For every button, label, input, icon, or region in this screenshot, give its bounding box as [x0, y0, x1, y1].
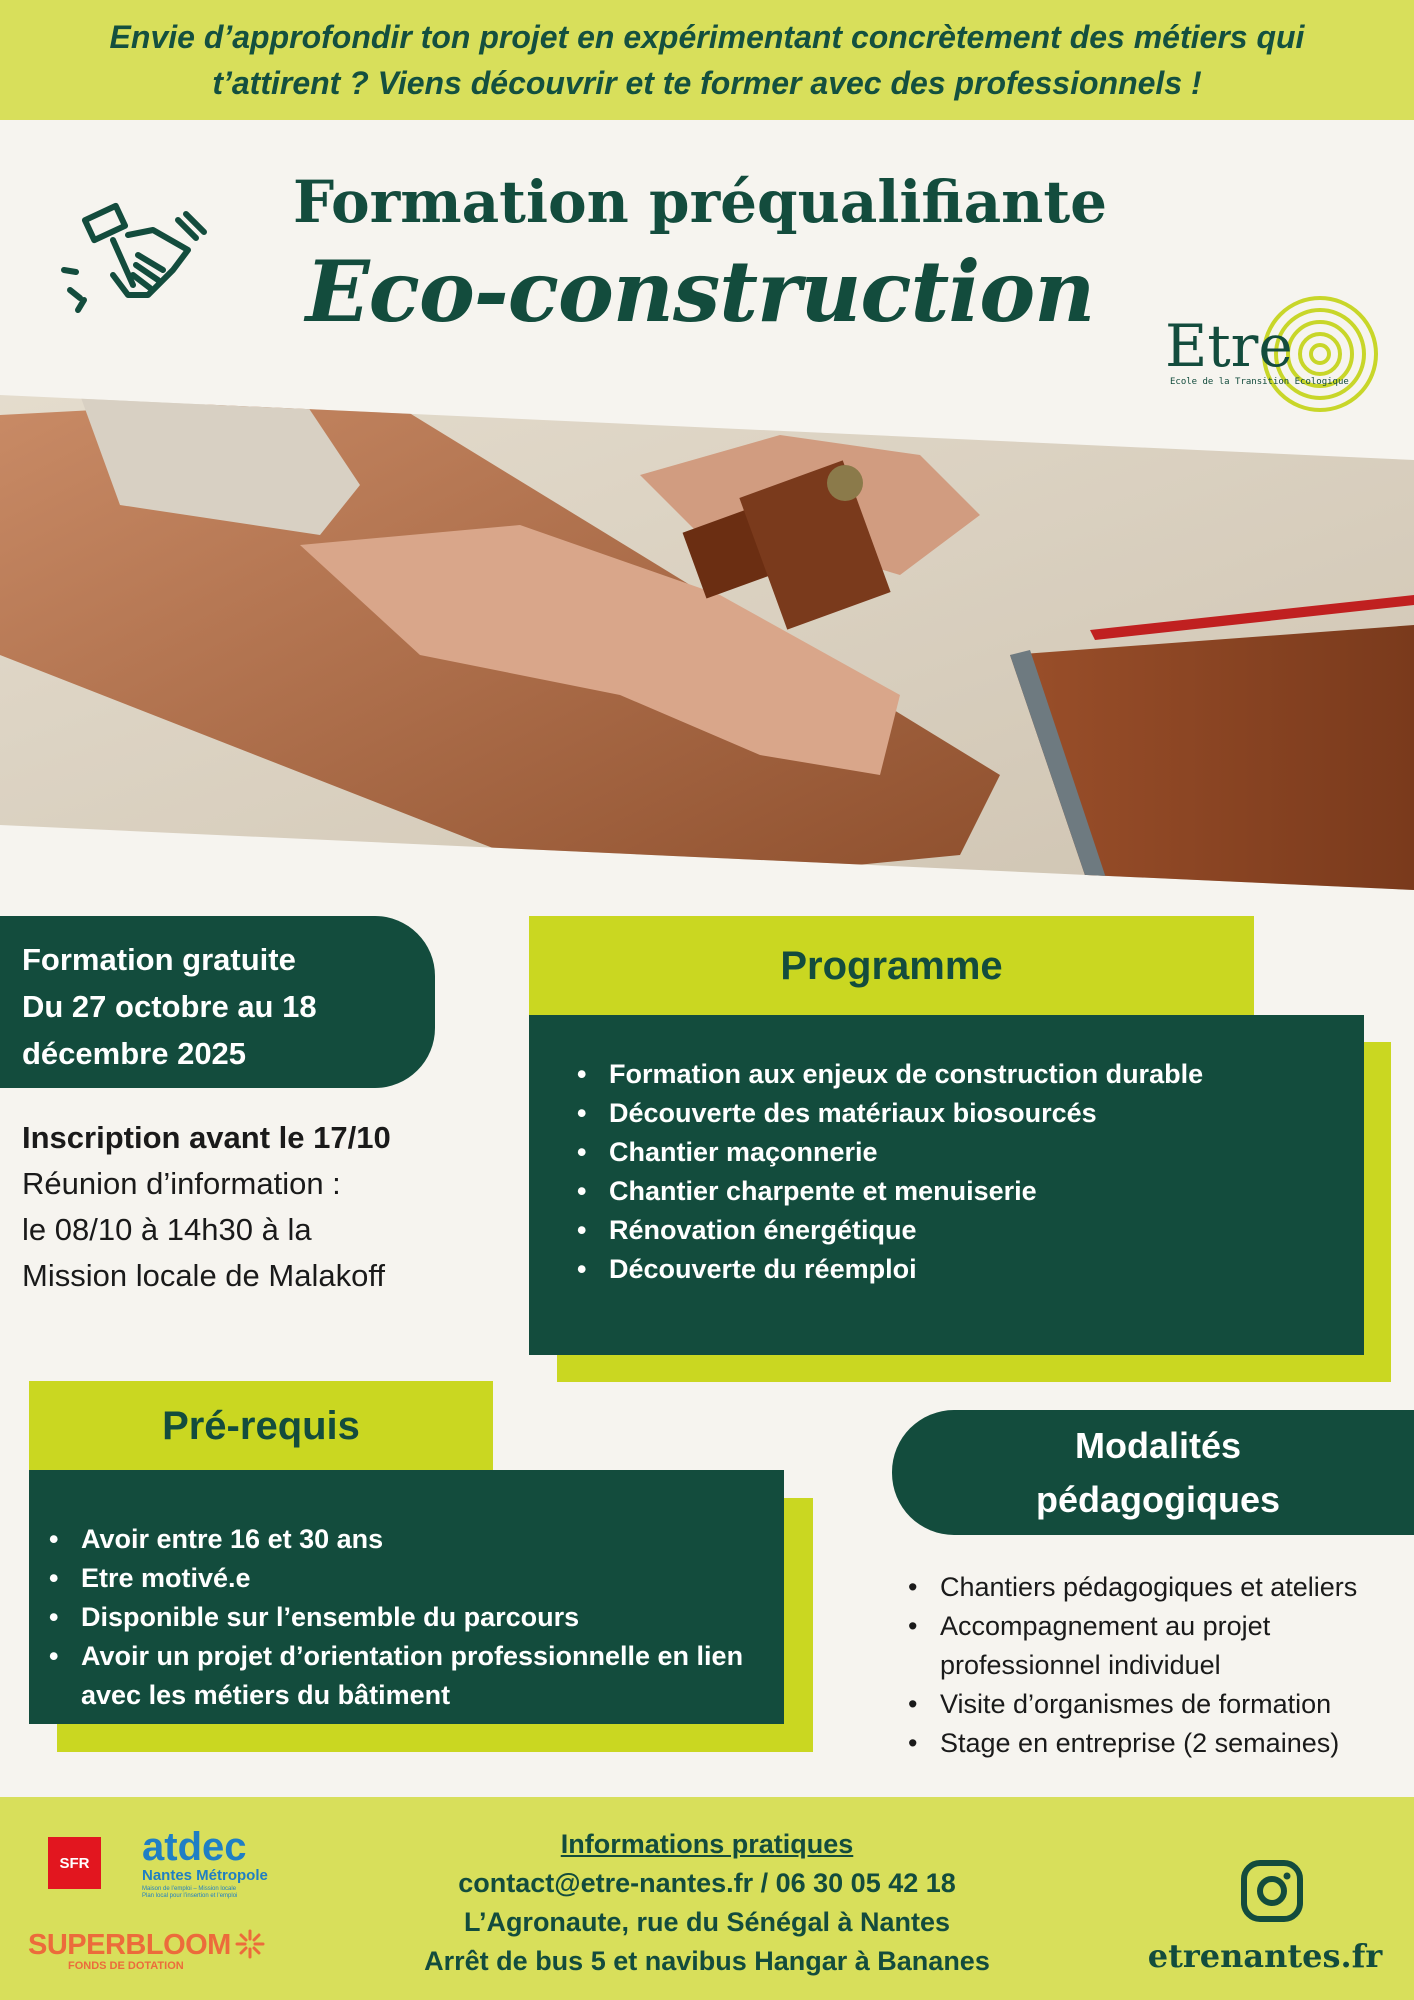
superbloom-logo — [28, 1929, 298, 1972]
practical-info — [340, 1825, 1074, 1981]
modalites-list — [908, 1568, 1414, 1763]
programme-box — [529, 1015, 1364, 1355]
list-item: • Avoir entre 16 et 30 ans — [49, 1520, 784, 1559]
address-line: L’Agronaute, rue du Sénégal à Nantes — [463, 1907, 951, 1937]
title-line-1: Formation préqualifiante — [292, 168, 1108, 236]
prerequis-heading: Pré-requis — [29, 1381, 493, 1471]
superbloom-name: SUPERBLOOM — [28, 1929, 231, 1961]
date-line-1: Du 27 octobre au 18 — [22, 989, 317, 1024]
list-item: • Chantier charpente et menuiserie — [577, 1172, 1364, 1211]
programme-heading: Programme — [529, 916, 1254, 1016]
prerequis-box — [29, 1470, 784, 1724]
title-line-2: Eco-construction — [305, 242, 1095, 341]
instagram-icon[interactable] — [1240, 1859, 1304, 1923]
atdec-subtitle: Nantes Métropole — [142, 1867, 268, 1884]
list-item: • Formation aux enjeux de construction durable — [577, 1055, 1364, 1094]
list-item: • Disponible sur l’ensemble du parcours — [49, 1598, 784, 1637]
meeting-line-1: Réunion d’information : — [22, 1166, 341, 1201]
list-item: • Etre motivé.e — [49, 1559, 784, 1598]
atdec-name: atdec — [142, 1825, 247, 1869]
list-item: • Accompagnement au projet professionnel individuel — [908, 1607, 1414, 1685]
list-item: • Découverte du réemploi — [577, 1250, 1364, 1289]
atdec-small-text — [142, 1886, 282, 1900]
website-link[interactable]: etrenantes.fr — [1147, 1937, 1383, 1975]
logo-tagline: Ecole de la Transition Ecologique — [1170, 377, 1349, 387]
modalites-heading — [892, 1410, 1414, 1535]
list-item: • Chantier maçonnerie — [577, 1133, 1364, 1172]
flower-icon — [235, 1929, 265, 1959]
meeting-line-2: le 08/10 à 14h30 à la — [22, 1212, 312, 1247]
free-training-label: Formation gratuite — [22, 942, 296, 977]
contact-line[interactable]: contact@etre-nantes.fr / 06 30 05 42 18 — [458, 1868, 956, 1898]
list-item: • Avoir un projet d’orientation professionnelle en lien avec les métiers du bâtiment — [49, 1637, 784, 1715]
list-item: • Chantiers pédagogiques et ateliers — [908, 1568, 1414, 1607]
list-item: • Rénovation énergétique — [577, 1211, 1364, 1250]
list-item: • Découverte des matériaux biosourcés — [577, 1094, 1364, 1133]
modalites-title-line-2: pédagogiques — [1035, 1478, 1281, 1520]
modalites-title-line-1: Modalités — [1074, 1424, 1242, 1466]
atdec-small-line-2: Plan local pour l’insertion et l’emploi — [142, 1893, 238, 1899]
list-item: • Stage en entreprise (2 semaines) — [908, 1724, 1414, 1763]
date-line-2: décembre 2025 — [22, 1036, 247, 1071]
superbloom-subtitle: FONDS DE DOTATION — [68, 1960, 184, 1972]
dates-box — [0, 916, 435, 1088]
footer — [0, 1797, 1414, 2000]
banner-text: Envie d’approfondir ton projet en expérimentant concrètement des métiers qui t’attirent ? Viens découvrir et te former avec des professionnels ! — [109, 19, 1305, 101]
top-banner — [0, 0, 1414, 120]
logo-name: Etre — [1165, 312, 1293, 380]
woodworking-photo — [0, 395, 1414, 890]
atdec-small-line-1: Maison de l’emploi – Mission locale — [142, 1886, 237, 1892]
registration-deadline: Inscription avant le 17/10 — [22, 1120, 391, 1155]
practical-info-title: Informations pratiques — [560, 1829, 854, 1859]
sfr-logo: SFR — [48, 1837, 101, 1889]
list-item: • Visite d’organismes de formation — [908, 1685, 1414, 1724]
meeting-line-3: Mission locale de Malakoff — [22, 1258, 385, 1293]
atdec-logo — [142, 1827, 282, 1900]
handshake-tools-icon — [58, 200, 208, 320]
registration-info — [22, 1115, 442, 1299]
transport-line: Arrêt de bus 5 et navibus Hangar à Bananes — [424, 1946, 990, 1976]
